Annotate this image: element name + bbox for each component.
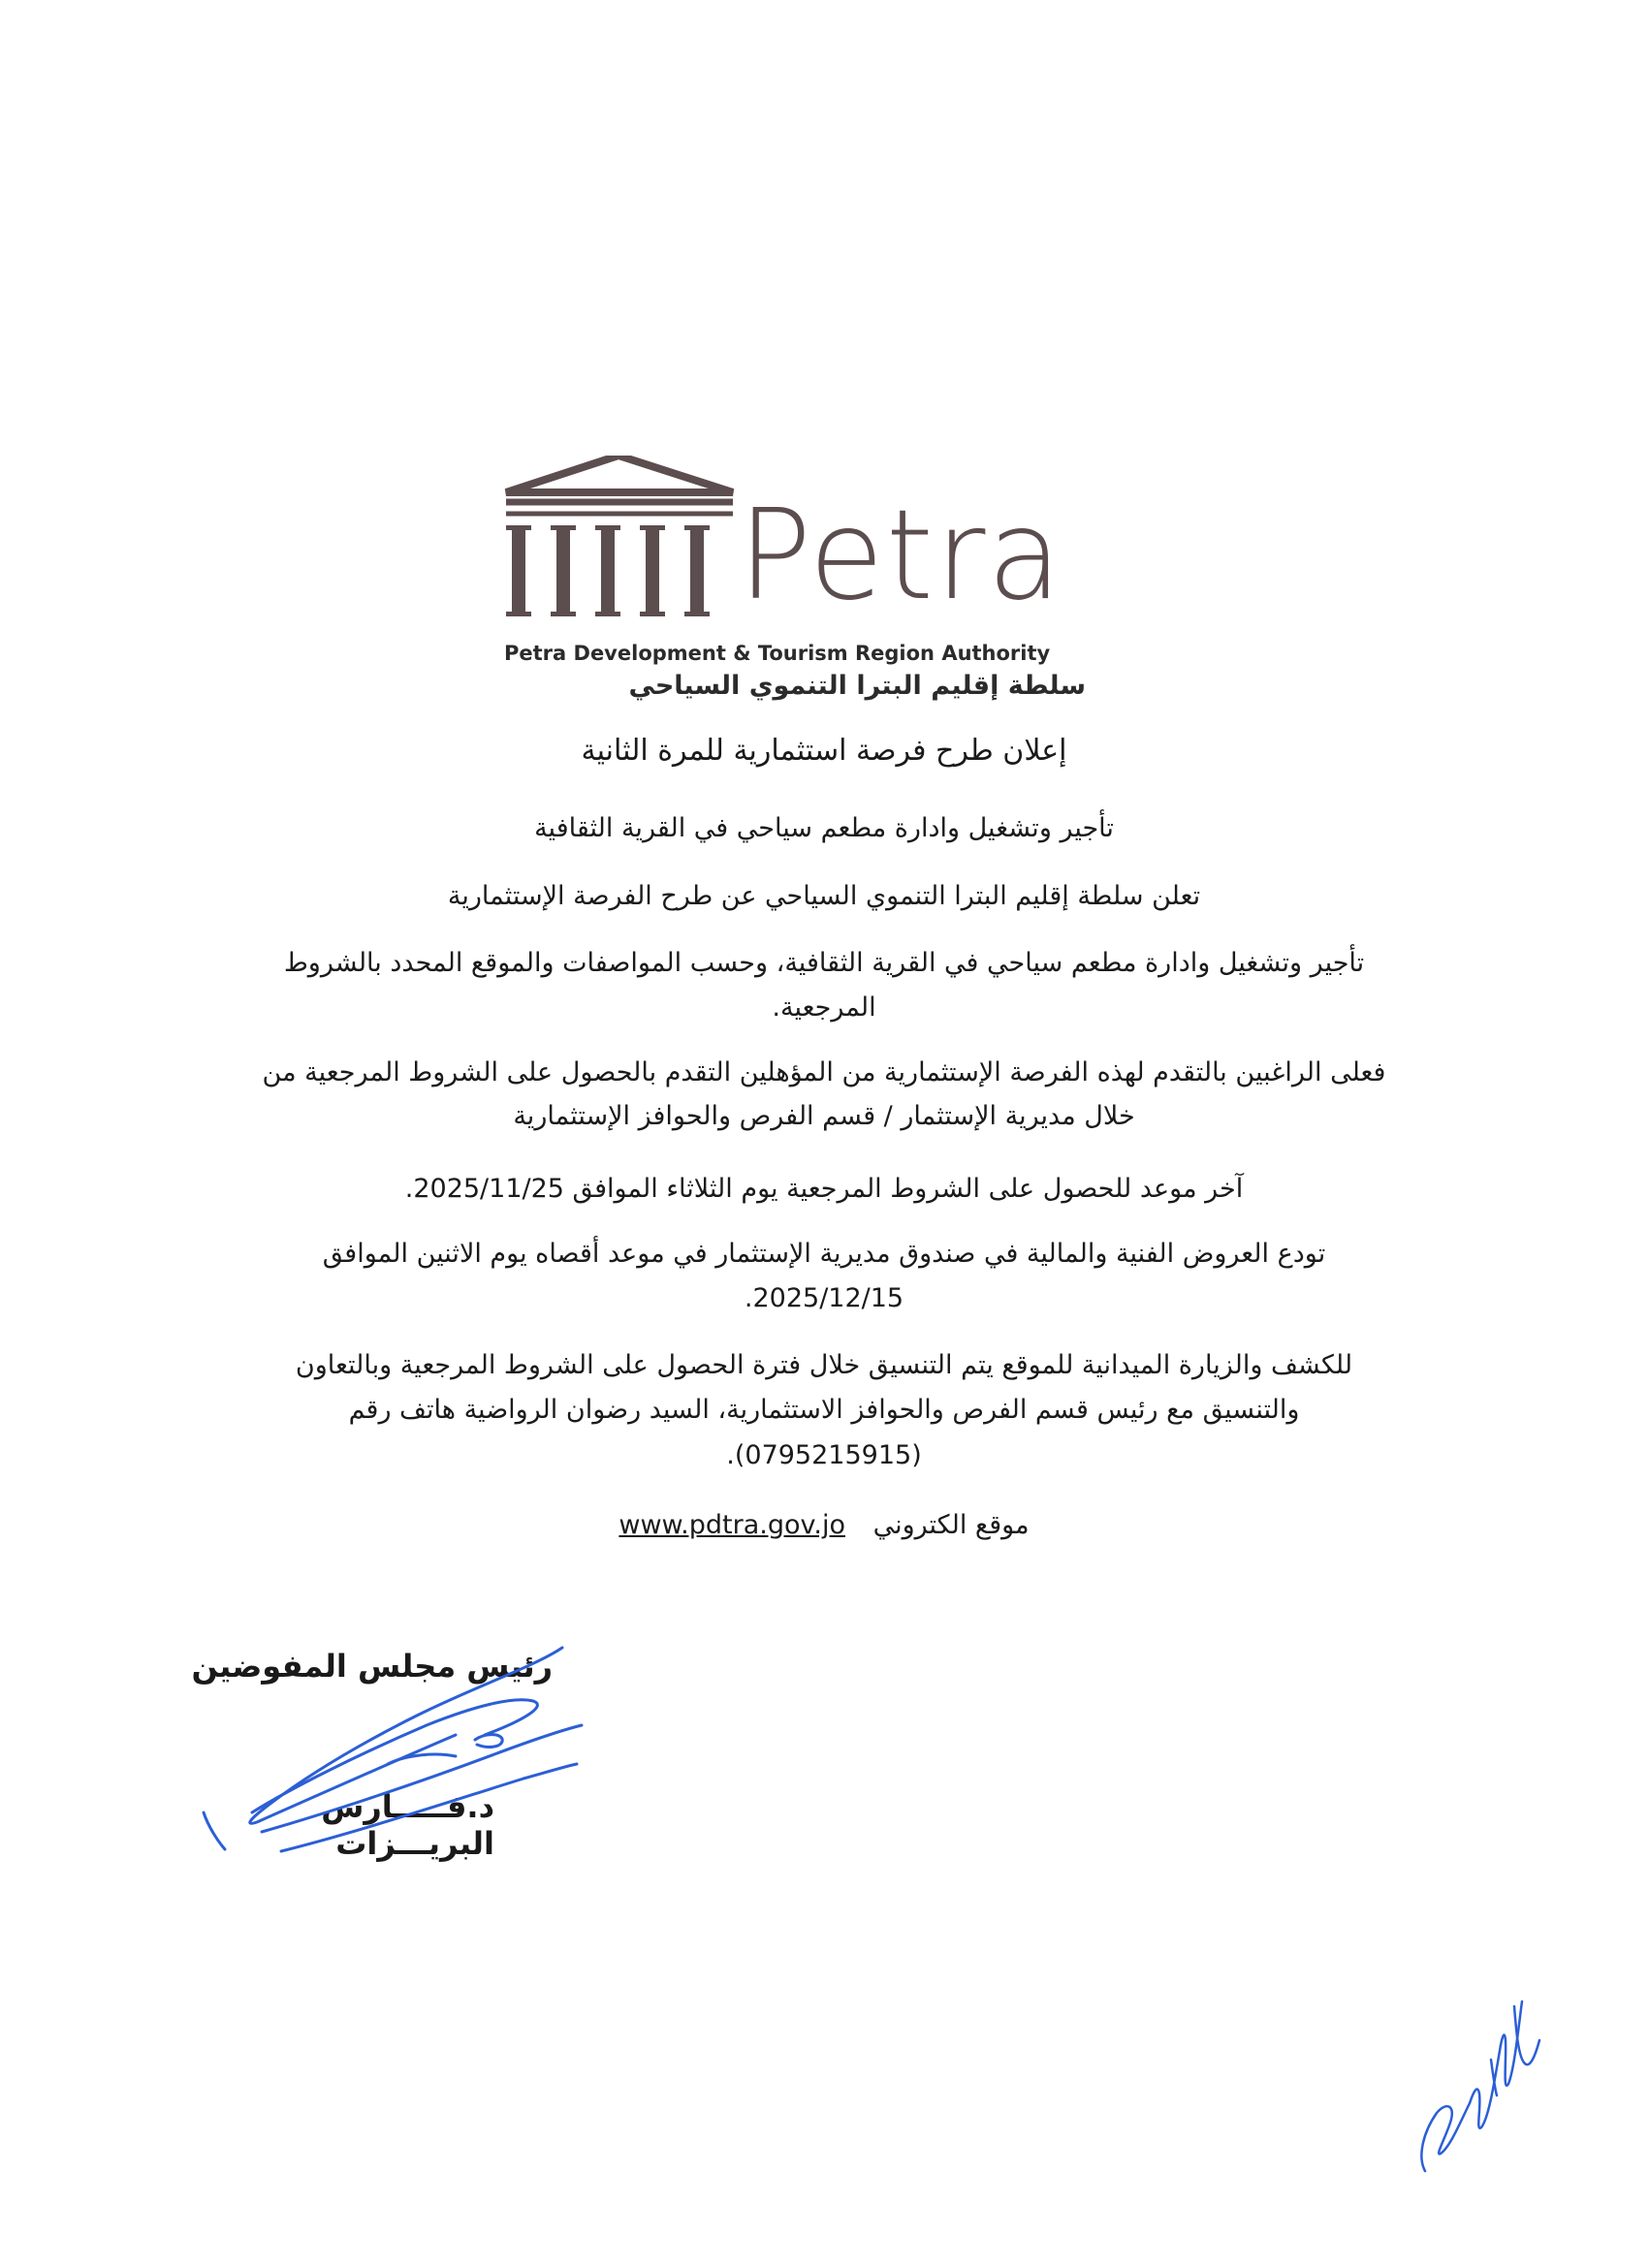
body-line: المرجعية. <box>772 992 876 1023</box>
website-link[interactable]: www.pdtra.gov.jo <box>618 1510 845 1540</box>
logo-wordmark: Petra <box>738 484 1064 628</box>
body-line: خلال مديرية الإستثمار / قسم الفرص والحوافز الإستثمارية <box>513 1101 1135 1131</box>
signatory-name: د.فـــــارس البريـــزات <box>321 1788 494 1862</box>
body-line: تأجير وتشغيل وادارة مطعم سياحي في القرية الثقافية، وحسب المواصفات والموقع المحدد بالشروط <box>283 948 1365 978</box>
logo-subtitle-english: Petra Development & Tourism Region Authority <box>504 642 1051 665</box>
handwritten-signature <box>165 1619 611 1871</box>
signatory-title: رئيس مجلس المفوضين <box>191 1648 553 1685</box>
phone-number: (0795215915). <box>726 1440 922 1470</box>
body-line: تودع العروض الفنية والمالية في صندوق مديرية الإستثمار في موعد أقصاه يوم الاثنين الموافق <box>322 1239 1326 1269</box>
announcement-subject: تأجير وتشغيل وادارة مطعم سياحي في القرية الثقافية <box>534 813 1114 843</box>
announcement-title: إعلان طرح فرصة استثمارية للمرة الثانية <box>581 734 1067 768</box>
body-line: والتنسيق مع رئيس قسم الفرص والحوافز الاستثمارية، السيد رضوان الرواضية هاتف رقم <box>348 1395 1300 1425</box>
website-row <box>388 1504 1260 1547</box>
body-line: للكشف والزيارة الميدانية للموقع يتم التنسيق خلال فترة الحصول على الشروط المرجعية وبالتعاون <box>295 1350 1353 1380</box>
petra-logo <box>504 456 1086 717</box>
handwritten-initials <box>1406 1987 1551 2181</box>
logo-subtitle-arabic: سلطة إقليم البترا التنموي السياحي <box>628 671 1086 701</box>
deadline-line: آخر موعد للحصول على الشروط المرجعية يوم الثلاثاء الموافق 2025/11/25. <box>404 1174 1244 1204</box>
body-line: تعلن سلطة إقليم البترا التنموي السياحي عن طرح الفرصة الإستثمارية <box>447 881 1201 911</box>
website-label: موقع الكتروني <box>872 1510 1030 1540</box>
body-line: فعلى الراغبين بالتقدم لهذه الفرصة الإستثمارية من المؤهلين التقدم بالحصول على الشروط المرجعية من <box>262 1057 1386 1087</box>
submission-date: 2025/12/15. <box>744 1283 904 1313</box>
temple-icon <box>504 456 737 620</box>
